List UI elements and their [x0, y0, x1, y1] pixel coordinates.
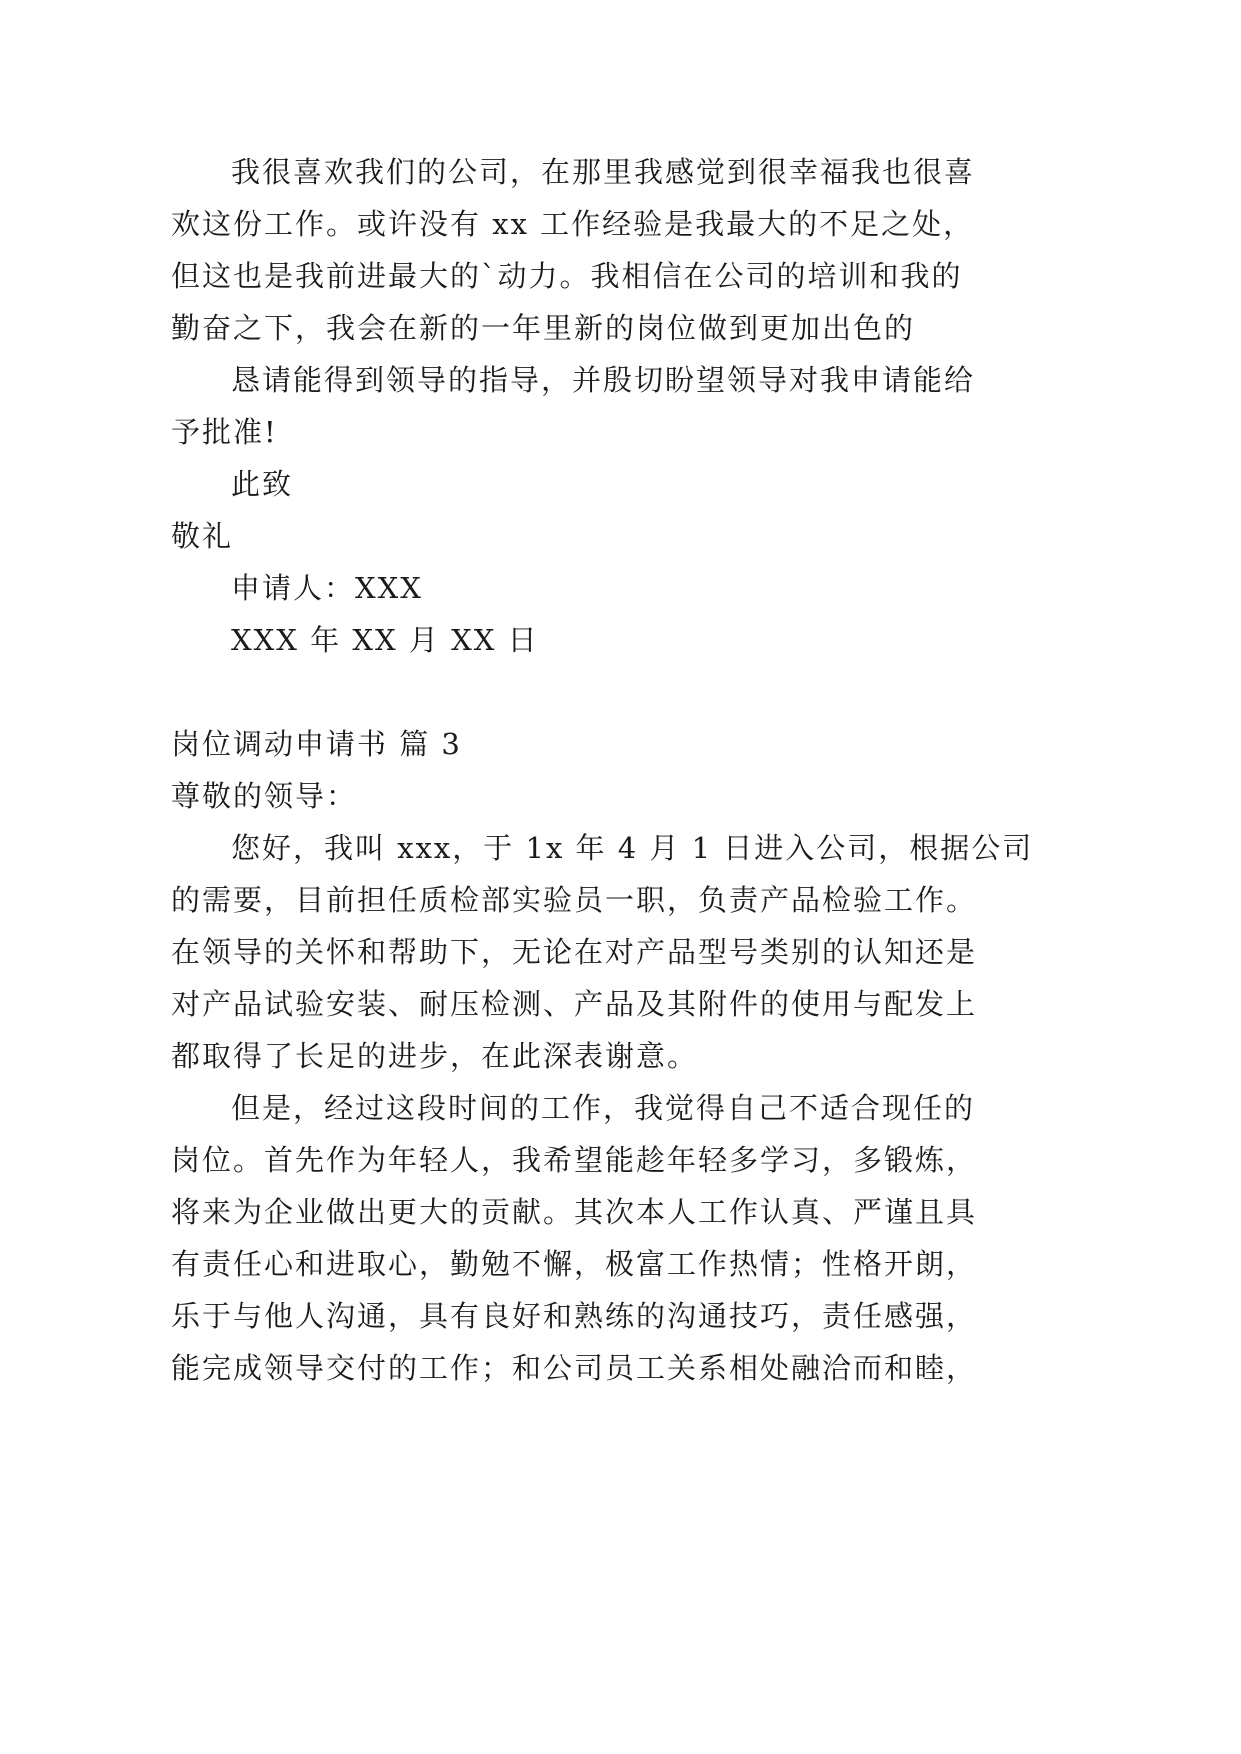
- paragraph-line: 乐于与他人沟通，具有良好和熟练的沟通技巧，责任感强，: [171, 1299, 978, 1333]
- section-title: 岗位调动申请书 篇 3: [171, 727, 462, 761]
- paragraph-line: 但是，经过这段时间的工作，我觉得自己不适合现任的: [231, 1091, 976, 1125]
- paragraph-line: 都取得了长足的进步，在此深表谢意。: [171, 1039, 699, 1073]
- paragraph-line: 有责任心和进取心，勤勉不懈，极富工作热情；性格开朗，: [171, 1247, 978, 1281]
- paragraph-line: 予批准!: [171, 415, 278, 449]
- closing-regards: 敬礼: [171, 519, 234, 553]
- paragraph-line: 的需要，目前担任质检部实验员一职，负责产品检验工作。: [171, 883, 978, 917]
- paragraph-line: 但这也是我前进最大的`动力。我相信在公司的培训和我的: [171, 259, 963, 293]
- paragraph-line: 能完成领导交付的工作；和公司员工关系相处融洽而和睦，: [171, 1351, 978, 1385]
- paragraph-line: 您好，我叫 xxx，于 1x 年 4 月 1 日进入公司，根据公司: [231, 831, 1034, 865]
- paragraph-line: 勤奋之下，我会在新的一年里新的岗位做到更加出色的: [171, 311, 916, 345]
- paragraph-line: 在领导的关怀和帮助下，无论在对产品型号类别的认知还是: [171, 935, 978, 969]
- letter-greeting: 尊敬的领导：: [171, 779, 358, 813]
- paragraph-line: 对产品试验安装、耐压检测、产品及其附件的使用与配发上: [171, 987, 978, 1021]
- paragraph-line: 我很喜欢我们的公司，在那里我感觉到很幸福我也很喜: [231, 155, 976, 189]
- closing-salutation: 此致: [231, 467, 294, 501]
- paragraph-line: 欢这份工作。或许没有 xx 工作经验是我最大的不足之处，: [171, 207, 975, 241]
- paragraph-line: 将来为企业做出更大的贡献。其次本人工作认真、严谨且具: [171, 1195, 978, 1229]
- signature-date: XXX 年 XX 月 XX 日: [231, 623, 539, 657]
- paragraph-line: 恳请能得到领导的指导，并殷切盼望领导对我申请能给: [231, 363, 976, 397]
- applicant-signature: 申请人：XXX: [231, 571, 423, 605]
- paragraph-line: 岗位。首先作为年轻人，我希望能趁年轻多学习，多锻炼，: [171, 1143, 978, 1177]
